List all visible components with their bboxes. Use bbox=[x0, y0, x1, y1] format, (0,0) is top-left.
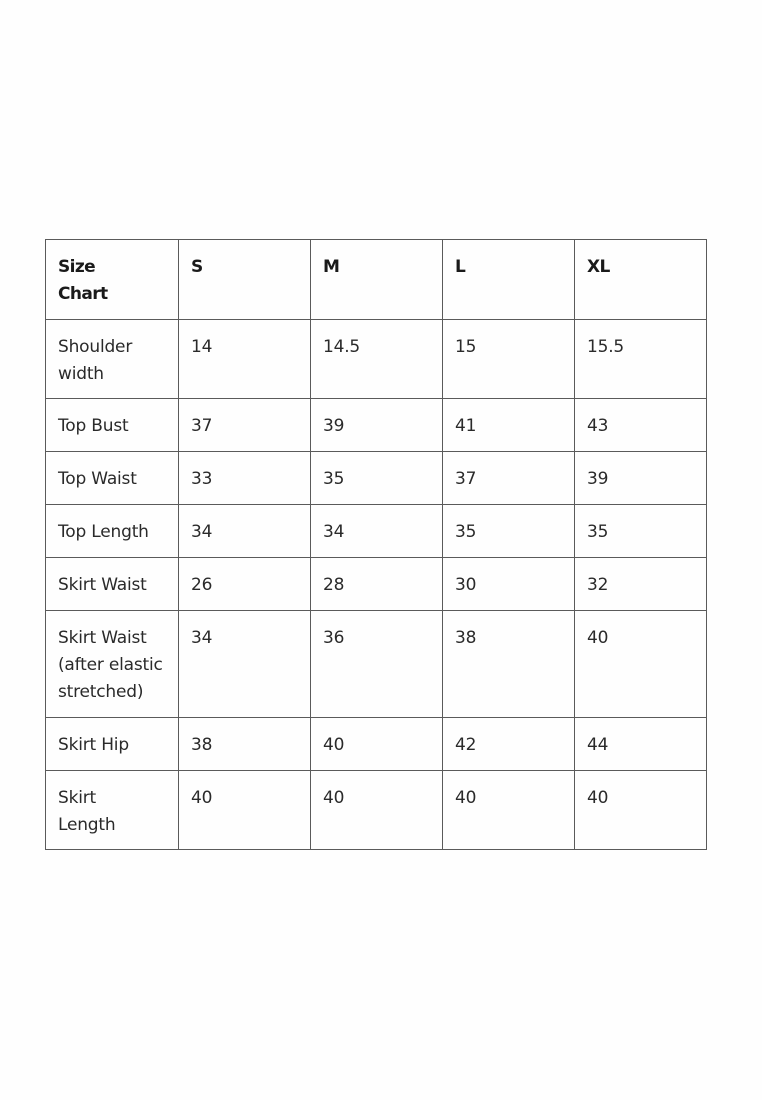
table-cell: 38 bbox=[443, 611, 575, 718]
table-cell: 41 bbox=[443, 399, 575, 452]
table-cell: 40 bbox=[443, 771, 575, 850]
table-cell: 42 bbox=[443, 718, 575, 771]
table-cell: 39 bbox=[575, 452, 707, 505]
table-cell: 36 bbox=[311, 611, 443, 718]
header-size-xl: XL bbox=[575, 240, 707, 320]
table-cell: 35 bbox=[443, 505, 575, 558]
table-cell: 34 bbox=[179, 611, 311, 718]
header-size-l: L bbox=[443, 240, 575, 320]
row-label: Skirt Waist bbox=[46, 558, 179, 611]
row-label: Shoulder width bbox=[46, 320, 179, 399]
table-cell: 30 bbox=[443, 558, 575, 611]
table-cell: 44 bbox=[575, 718, 707, 771]
row-label: Top Waist bbox=[46, 452, 179, 505]
table-row bbox=[46, 399, 707, 452]
table-cell: 40 bbox=[179, 771, 311, 850]
table-cell: 35 bbox=[311, 452, 443, 505]
table-row bbox=[46, 505, 707, 558]
table-row bbox=[46, 452, 707, 505]
table-cell: 15 bbox=[443, 320, 575, 399]
row-label: Top Length bbox=[46, 505, 179, 558]
size-chart-table bbox=[45, 239, 707, 850]
table-header-row bbox=[46, 240, 707, 320]
table-cell: 33 bbox=[179, 452, 311, 505]
table-cell: 40 bbox=[311, 718, 443, 771]
table-cell: 40 bbox=[575, 771, 707, 850]
table-row bbox=[46, 718, 707, 771]
table-row bbox=[46, 320, 707, 399]
row-label: Skirt Length bbox=[46, 771, 179, 850]
table-row bbox=[46, 558, 707, 611]
table-cell: 43 bbox=[575, 399, 707, 452]
table-cell: 37 bbox=[179, 399, 311, 452]
header-size-m: M bbox=[311, 240, 443, 320]
table-cell: 40 bbox=[311, 771, 443, 850]
table-cell: 38 bbox=[179, 718, 311, 771]
table-cell: 14.5 bbox=[311, 320, 443, 399]
table-row bbox=[46, 771, 707, 850]
table-cell: 14 bbox=[179, 320, 311, 399]
table-cell: 28 bbox=[311, 558, 443, 611]
header-corner-label: Size Chart bbox=[46, 240, 179, 320]
table-cell: 37 bbox=[443, 452, 575, 505]
row-label: Skirt Hip bbox=[46, 718, 179, 771]
table-row bbox=[46, 611, 707, 718]
table-cell: 26 bbox=[179, 558, 311, 611]
table-cell: 39 bbox=[311, 399, 443, 452]
header-size-s: S bbox=[179, 240, 311, 320]
table-cell: 34 bbox=[179, 505, 311, 558]
table-cell: 35 bbox=[575, 505, 707, 558]
row-label: Skirt Waist (after elastic stretched) bbox=[46, 611, 179, 718]
table-cell: 32 bbox=[575, 558, 707, 611]
table-cell: 34 bbox=[311, 505, 443, 558]
table-cell: 40 bbox=[575, 611, 707, 718]
table-cell: 15.5 bbox=[575, 320, 707, 399]
row-label: Top Bust bbox=[46, 399, 179, 452]
